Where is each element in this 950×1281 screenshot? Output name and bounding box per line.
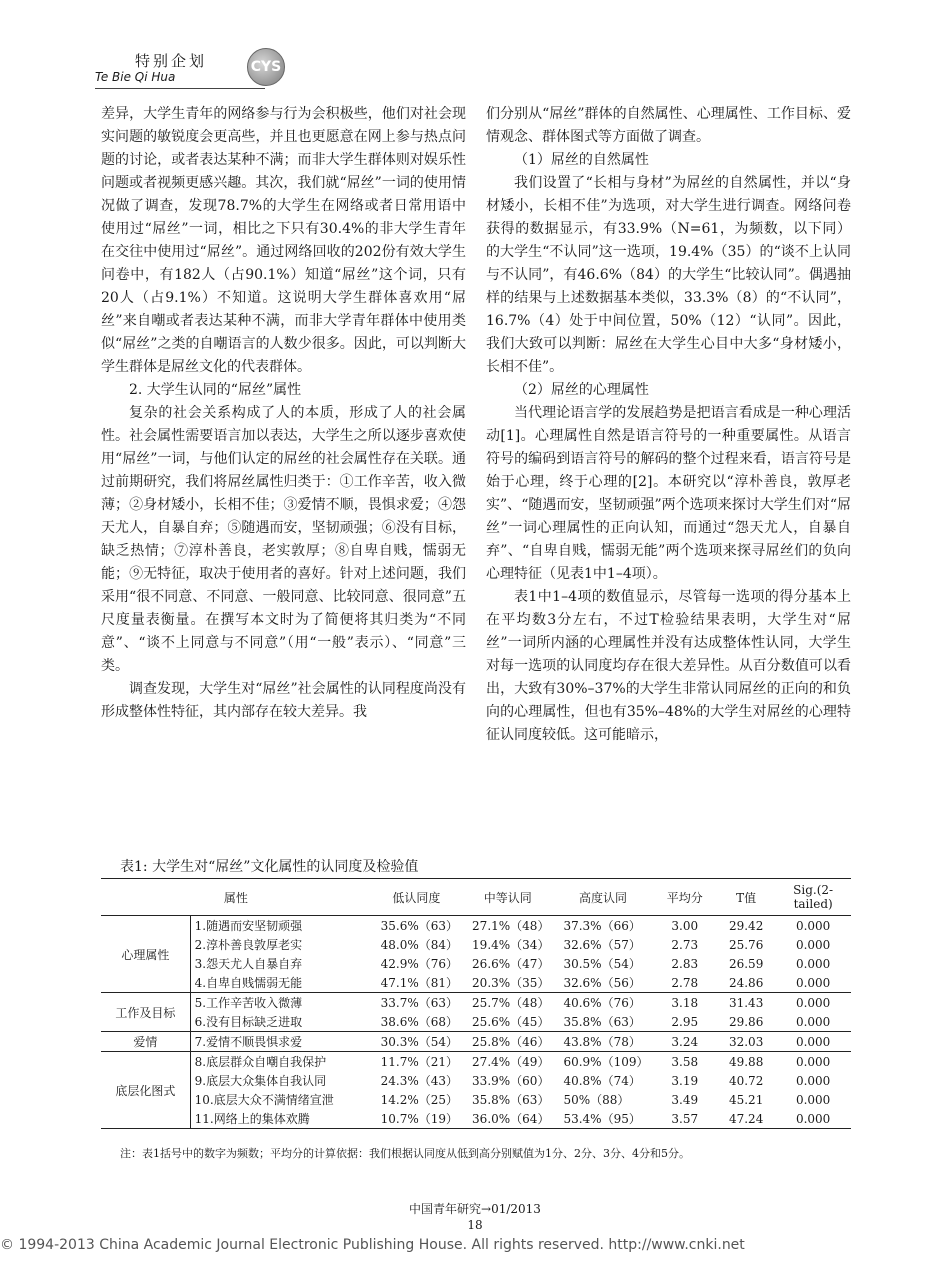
header-rule: [95, 88, 265, 89]
paragraph: 表1中1–4项的数值显示，尽管每一选项的得分基本上在平均数3分左右，不过T检验结果表明，大学生对“屌丝”一词所内涵的心理属性并没有达成整体性认同，大学生对每一选项的认同度均存在很大差异性。从百分数值可以看出，大致有30%–37%的大学生非常认同屌丝的正向的和负向的心理属性，但也有35%–48%的大学生对屌丝的心理特征认同度较低。这可能暗示，: [486, 589, 851, 743]
group-label: 心理属性: [101, 916, 190, 993]
table-row: [101, 1012, 851, 1032]
table-cell: 19.4%（34）: [472, 938, 550, 952]
table-cell: 29.42: [728, 918, 764, 933]
section-heading: （2）屌丝的心理属性: [514, 382, 649, 398]
table-cell: 0.000: [795, 1034, 831, 1049]
attribute-cell: 5.工作辛苦收入微薄: [194, 996, 303, 1010]
table-cell: 0.000: [795, 975, 831, 990]
table-cell: 0.000: [795, 937, 831, 952]
table-note: 注：表1括号中的数字为频数；平均分的计算依据：我们根据认同度从低到高分别赋值为1分、2分、3分、4分和5分。: [120, 1147, 690, 1160]
table-cell: 35.6%（63）: [380, 919, 459, 933]
section-title: 特别企划: [135, 52, 208, 70]
table-cell: 26.6%（47）: [472, 957, 550, 971]
table-cell: 0.000: [795, 956, 831, 971]
paragraph: 差异，大学生青年的网络参与行为会积极些，他们对社会现实问题的敏锐度会更高些，并且也更愿意在网上参与热点问题的讨论，或者表达某种不满；而非大学生群体则对娱乐性问题或者视频更感兴趣。其次，我们就“屌丝”一词的使用情况做了调查，发现78.7%的大学生在网络或者日常用语中使用过“屌丝”一词，相比之下只有30.4%的非大学生青年在交往中使用过“屌丝”。通过网络回收的202份有效大学生问卷中，有182人（占90.1%）知道“屌丝”这个词，只有20人（占9.1%）不知道。这说明大学生群体喜欢用“屌丝”来自嘲或者表达某种不满，而非大学青年群体中使用类似“屌丝”之类的自嘲语言的人数少很多。因此，可以判断大学生群体是屌丝文化的代表群体。: [101, 106, 466, 375]
table-row: [101, 1052, 851, 1072]
section-heading: （1）屌丝的自然属性: [514, 152, 649, 168]
col-header: Sig.(2-tailed): [793, 883, 834, 911]
table-cell: 3.49: [671, 1092, 699, 1107]
col-header: 中等认同: [483, 890, 532, 905]
table-cell: 0.000: [795, 995, 831, 1010]
table-cell: 27.1%（48）: [472, 919, 550, 933]
table-cell: 40.6%（76）: [563, 996, 641, 1010]
paragraph: 调查发现，大学生对“屌丝”社会属性的认同程度尚没有形成整体性特征，其内部存在较大差异。我: [101, 681, 466, 720]
left-column: [101, 103, 466, 724]
table-cell: 0.000: [795, 1092, 831, 1107]
table-cell: 25.8%（46）: [472, 1035, 550, 1049]
table-cell: 45.21: [728, 1092, 764, 1107]
col-header: 平均分: [666, 890, 703, 905]
table-cell: 43.8%（78）: [563, 1035, 641, 1049]
table-cell: 25.6%（45）: [472, 1015, 550, 1029]
journal-footer: 中国青年研究→01/2013: [409, 1202, 541, 1216]
table-cell: 24.3%（43）: [380, 1074, 459, 1088]
table-row: [101, 973, 851, 993]
running-header: [95, 48, 295, 88]
table-cell: 30.5%（54）: [563, 957, 641, 971]
paragraph: 当代理论语言学的发展趋势是把语言看成是一种心理活动[1]。心理属性自然是语言符号的一种重要属性。从语言符号的编码到语言符号的解码的整个过程来看，语言符号是始于心理，终于心理的[2]。本研究以“淳朴善良，敦厚老实”、“随遇而安，坚韧顽强”两个选项来探讨大学生们对“屌丝”一词心理属性的正向认知，而通过“怨天尤人，自暴自弃”、“自卑自贱，懦弱无能”两个选项来探寻屌丝们的负向心理特征（见表1中1–4项）。: [486, 405, 851, 582]
table-row: [101, 993, 851, 1013]
page-number: 18: [467, 1218, 483, 1232]
section-title-pinyin: Te Bie Qi Hua: [95, 70, 176, 84]
table-cell: 33.7%（63）: [380, 996, 459, 1010]
table-cell: 32.03: [728, 1034, 764, 1049]
table-row: [101, 954, 851, 973]
table-cell: 2.83: [671, 956, 699, 971]
table-cell: 2.95: [671, 1014, 699, 1029]
table-cell: 14.2%（25）: [380, 1093, 459, 1107]
table-cell: 47.1%（81）: [380, 976, 459, 990]
table-cell: 40.72: [728, 1073, 764, 1088]
table-cell: 40.8%（74）: [563, 1074, 641, 1088]
paragraph: 复杂的社会关系构成了人的本质，形成了人的社会属性。社会属性需要语言加以表达，大学生之所以逐步喜欢使用“屌丝”一词，与他们认定的屌丝的社会属性存在关联。通过前期研究，我们将屌丝属性归类于：①工作辛苦，收入微薄；②身材矮小，长相不佳；③爱情不顺，畏惧求爱；④怨天尤人，自暴自弃；⑤随遇而安，坚韧顽强；⑥没有目标，缺乏热情；⑦淳朴善良，老实敦厚；⑧自卑自贱，懦弱无能；⑨无特征，取决于使用者的喜好。针对上述问题，我们采用“很不同意、不同意、一般同意、比较同意、很同意”五尺度量表衡量。在撰写本文时为了简便将其归类为“不同意”、“谈不上同意与不同意”（用“一般”表示）、“同意”三类。: [101, 405, 466, 674]
table-cell: 25.76: [728, 937, 764, 952]
table-header-row: [101, 879, 851, 916]
table-cell: 35.8%（63）: [563, 1015, 641, 1029]
group-label: 底层化图式: [101, 1052, 190, 1129]
col-header: 属性: [223, 890, 248, 905]
table-row: [101, 1032, 851, 1052]
section-heading: 2. 大学生认同的“屌丝”属性: [129, 382, 302, 398]
attribute-cell: 4.自卑自贱懦弱无能: [194, 976, 303, 990]
journal-logo: CYS: [247, 48, 285, 86]
table-cell: 0.000: [795, 1054, 831, 1069]
attribute-cell: 8.底层群众自嘲自我保护: [194, 1055, 327, 1069]
table-cell: 3.24: [671, 1034, 699, 1049]
table-cell: 3.18: [671, 995, 699, 1010]
right-column: [486, 103, 851, 747]
col-header: 高度认同: [578, 890, 627, 905]
attribute-cell: 7.爱情不顺畏惧求爱: [194, 1035, 303, 1049]
table-cell: 32.6%（57）: [563, 938, 641, 952]
table-cell: 42.9%（76）: [380, 957, 459, 971]
attribute-cell: 9.底层大众集体自我认同: [194, 1074, 327, 1088]
table-cell: 0.000: [795, 1111, 831, 1126]
table-cell: 47.24: [728, 1111, 764, 1126]
group-label: 爱情: [101, 1032, 190, 1052]
table-caption: 表1: 大学生对“屌丝”文化属性的认同度及检验值: [120, 859, 419, 875]
table-cell: 27.4%（49）: [472, 1055, 550, 1069]
group-label: 工作及目标: [101, 993, 190, 1032]
table-cell: 36.0%（64）: [472, 1112, 550, 1126]
table-cell: 48.0%（84）: [380, 938, 459, 952]
table-cell: 25.7%（48）: [472, 996, 550, 1010]
col-header: 低认同度: [392, 890, 441, 905]
table-cell: 60.9%（109）: [563, 1055, 649, 1069]
attribute-cell: 6.没有目标缺乏进取: [194, 1015, 303, 1029]
attribute-cell: 1.随遇而安坚韧顽强: [194, 919, 303, 933]
table-cell: 50%（88）: [563, 1093, 630, 1107]
table-cell: 38.6%（68）: [380, 1015, 459, 1029]
table-cell: 0.000: [795, 1073, 831, 1088]
table-cell: 24.86: [728, 975, 764, 990]
table-cell: 37.3%（66）: [563, 919, 641, 933]
table-row: [101, 916, 851, 936]
table-cell: 2.78: [671, 975, 699, 990]
table-row: [101, 935, 851, 954]
table-cell: 33.9%（60）: [472, 1074, 550, 1088]
table-row: [101, 1090, 851, 1109]
table-cell: 3.00: [671, 918, 699, 933]
table-cell: 32.6%（56）: [563, 976, 641, 990]
table-cell: 10.7%（19）: [380, 1112, 459, 1126]
col-header: T值: [736, 890, 757, 905]
table-cell: 49.88: [728, 1054, 764, 1069]
table-cell: 20.3%（35）: [472, 976, 550, 990]
table-cell: 53.4%（95）: [563, 1112, 641, 1126]
table-cell: 31.43: [728, 995, 764, 1010]
table-row: [101, 1109, 851, 1129]
table-cell: 0.000: [795, 918, 831, 933]
attribute-cell: 11.网络上的集体欢腾: [194, 1112, 310, 1126]
table-cell: 26.59: [728, 956, 764, 971]
table-row: [101, 1071, 851, 1090]
copyright-notice: © 1994-2013 China Academic Journal Electronic Publishing House. All rights reserved. http://www.cnki.net: [0, 1237, 745, 1253]
attribute-cell: 3.怨天尤人自暴自弃: [194, 957, 303, 971]
table-cell: 3.19: [671, 1073, 699, 1088]
table-cell: 35.8%（63）: [472, 1093, 550, 1107]
table-cell: 30.3%（54）: [380, 1035, 459, 1049]
attribute-cell: 10.底层大众不满情绪宣泄: [194, 1093, 334, 1107]
paragraph: 们分别从“屌丝”群体的自然属性、心理属性、工作目标、爱情观念、群体图式等方面做了调查。: [486, 106, 851, 145]
attribute-cell: 2.淳朴善良敦厚老实: [194, 938, 303, 952]
table-cell: 2.73: [671, 937, 699, 952]
table-cell: 11.7%（21）: [380, 1055, 459, 1069]
table-cell: 3.58: [671, 1054, 699, 1069]
paragraph: 我们设置了“长相与身材”为屌丝的自然属性，并以“身材矮小，长相不佳”为选项，对大学生进行调查。网络问卷获得的数据显示，有33.9%（N=61，为频数，以下同）的大学生“不认同”这一选项，19.4%（35）的“谈不上认同与不认同”，有46.6%（84）的大学生“比较认同”。偶遇抽样的结果与上述数据基本类似，33.3%（8）的“不认同”，16.7%（4）处于中间位置，50%（12）“认同”。因此，我们大致可以判断：屌丝在大学生心目中大多“身材矮小，长相不佳”。: [486, 175, 851, 375]
table-cell: 29.86: [728, 1014, 764, 1029]
data-table: [101, 878, 851, 1129]
table-cell: 3.57: [671, 1111, 699, 1126]
table-cell: 0.000: [795, 1014, 831, 1029]
